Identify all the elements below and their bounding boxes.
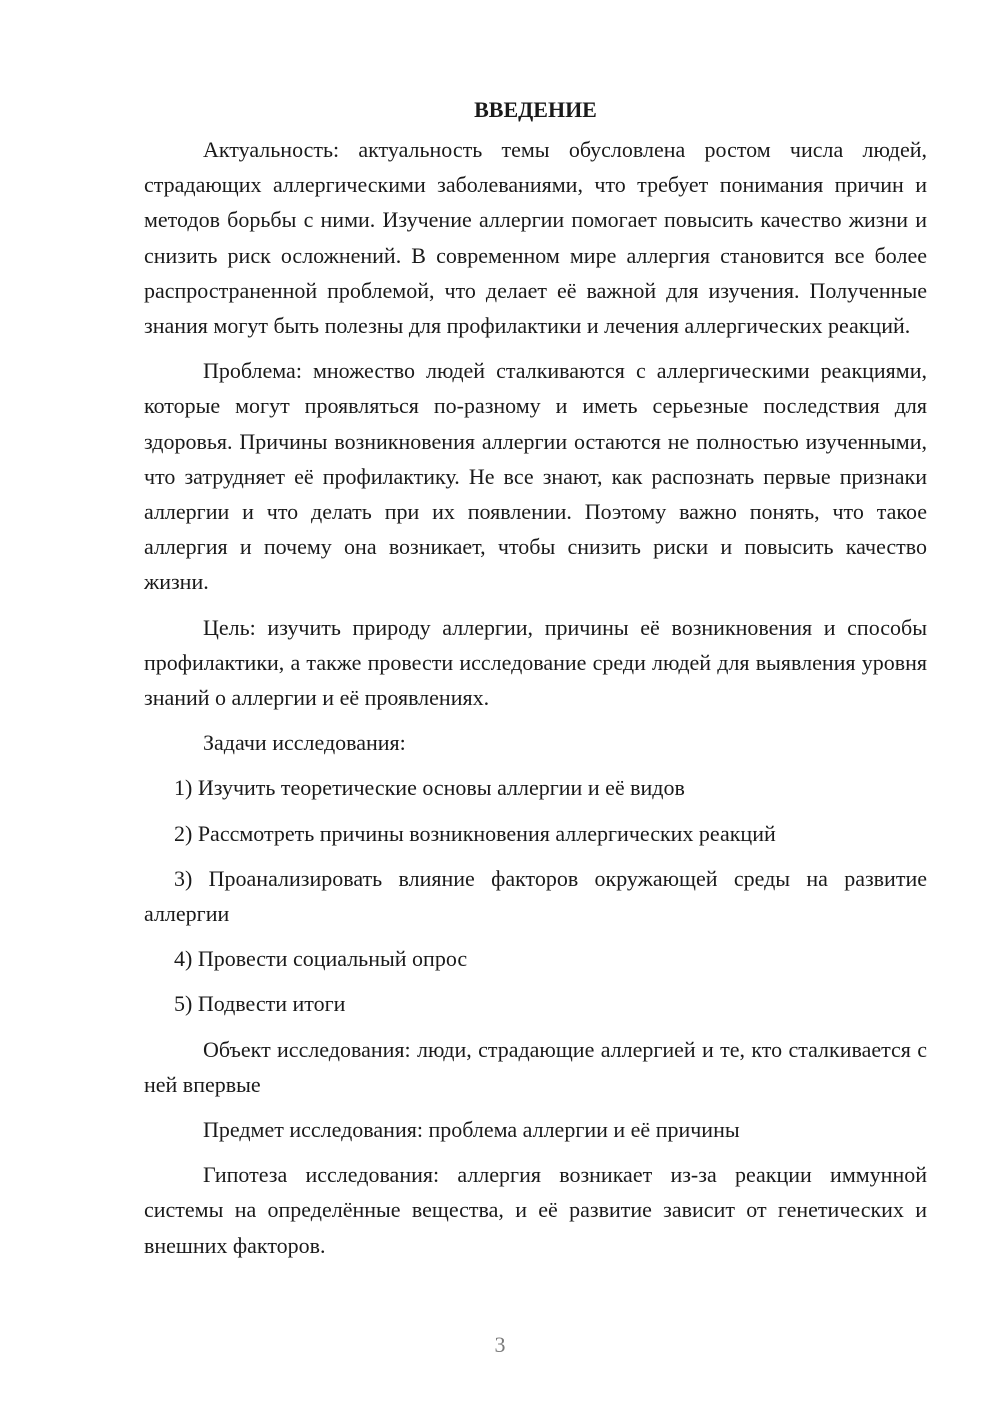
task-item-2: 2) Рассмотреть причины возникновения аллергических реакций xyxy=(174,820,776,846)
goal-paragraph: Цель: изучить природу аллергии, причины её возникновения и способы профилактики, а также провести исследование среди людей для выявления уровня знаний о аллергии и её проявлениях. xyxy=(144,614,927,711)
task-item-1: 1) Изучить теоретические основы аллергии и её видов xyxy=(174,775,685,801)
task-item-3: 3) Проанализировать влияние факторов окружающей среды на развитие аллергии xyxy=(144,865,927,927)
relevance-paragraph: Актуальность: актуальность темы обусловлена ростом числа людей, страдающих аллергическими заболеваниями, что требует понимания причин и методов борьбы с ними. Изучение аллергии помогает повысить качество жизни и снизить риск осложнений. В современном мире аллергия становится все более распространенной проблемой, что делает её важной для изучения. Полученные знания могут быть полезны для профилактики и лечения аллергических реакций. xyxy=(144,137,927,339)
subject-paragraph: Предмет исследования: проблема аллергии и её причины xyxy=(203,1117,740,1143)
page-title: ВВЕДЕНИЕ xyxy=(474,97,597,122)
object-paragraph: Объект исследования: люди, страдающие аллергией и те, кто сталкивается с ней впервые xyxy=(144,1036,927,1097)
tasks-heading: Задачи исследования: xyxy=(203,730,406,756)
task-item-4: 4) Провести социальный опрос xyxy=(174,946,468,972)
page-number: 3 xyxy=(494,1332,506,1357)
tasks-list xyxy=(144,770,927,1021)
task-item-5: 5) Подвести итоги xyxy=(174,991,346,1017)
problem-paragraph: Проблема: множество людей сталкиваются с аллергическими реакциями, которые могут проявляться по-разному и иметь серьезные последствия для здоровья. Причины возникновения аллергии остаются не полностью изученными, что затрудняет её профилактику. Не все знают, как распознать первые признаки аллергии и что делать при их появлении. Поэтому важно понять, что такое аллергия и почему она возникает, чтобы снизить риски и повысить качество жизни. xyxy=(144,358,927,595)
hypothesis-paragraph: Гипотеза исследования: аллергия возникает из-за реакции иммунной системы на определённые вещества, и её развитие зависит от генетических и внешних факторов. xyxy=(144,1162,927,1258)
document-page xyxy=(144,92,927,1273)
